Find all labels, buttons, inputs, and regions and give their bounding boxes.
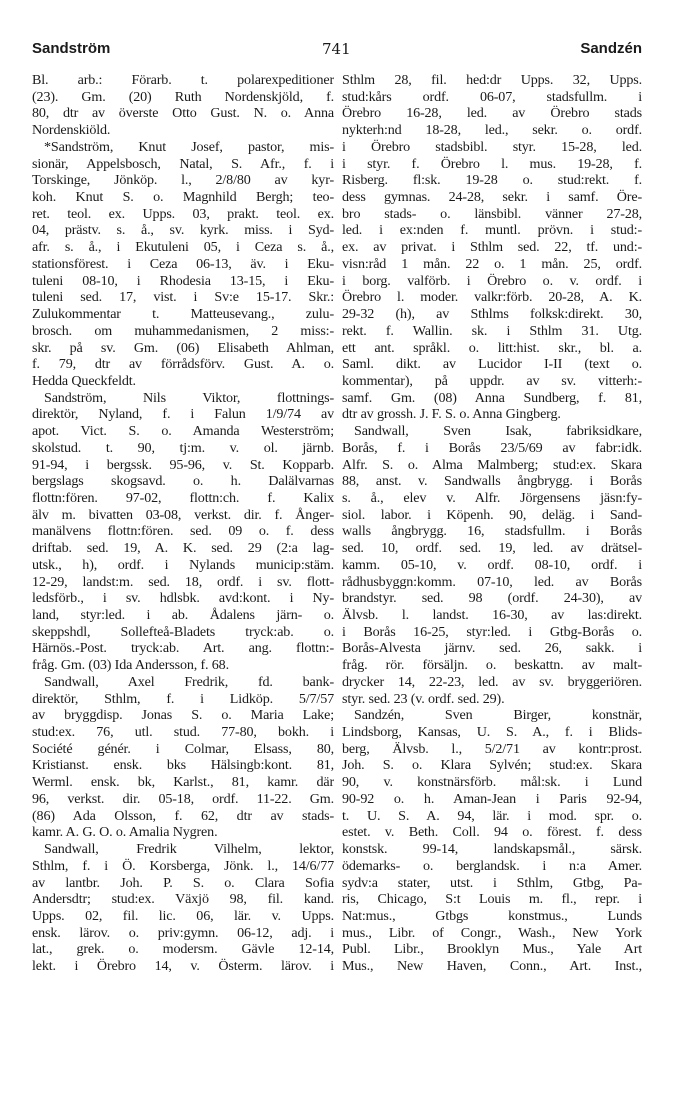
text-line: land, styr:led. i ab. Ådalens järn- o. bbox=[32, 607, 334, 623]
text-line: Nordenskiöld. bbox=[32, 122, 111, 139]
text-line: bergslags skogsavd. o. h. Dalälvarnas bbox=[32, 473, 334, 490]
text-line: Lindsborg, Kansas, U. S. A., f. i Blids- bbox=[342, 724, 642, 741]
text-line: Torskinge, Jönköp. l., 2/8/80 av kyr- bbox=[32, 172, 334, 189]
text-line: Sandwall, Sven Isak, fabriksidkare, bbox=[354, 423, 642, 440]
page-header bbox=[32, 40, 642, 62]
text-line: Sandwall, Fredrik Vilhelm, lektor, bbox=[44, 841, 334, 858]
text-line: manälvens flottn:fören. sed. 09 o. f. dess bbox=[32, 523, 334, 540]
text-line: skeppshdl, Sollefteå-Bladets tryck:ab. o. bbox=[32, 623, 334, 640]
text-line: estet. v. Beth. Coll. 94 o. förest. f. dess bbox=[342, 824, 642, 841]
text-line: kamm. 05-10, v. ordf. 08-10, ordf. i bbox=[342, 556, 642, 573]
text-line: Sandzén, Sven Birger, konstnär, bbox=[354, 707, 642, 724]
text-line: driftab. sed. 19, A. K. sed. 29 (2:a lag- bbox=[32, 540, 334, 557]
text-line: stud:ex. 76, utl. stud. 77-80, bokh. i bbox=[32, 724, 334, 741]
text-line: brandstyr. sed. 98 (ordf. 24-30), av bbox=[342, 590, 642, 607]
text-line: s. å., elev v. Alfr. Jörgensens jäsn:fy- bbox=[342, 489, 642, 506]
text-line: 96, verkst. dir. 05-18, ordf. 11-22. Gm. bbox=[32, 790, 334, 807]
text-line: afr. s. å., i Ekutuleni 05, i Ceza s. å., bbox=[32, 239, 334, 256]
text-line: 90, v. konstnärsförb. mål:sk. i Lund bbox=[342, 774, 642, 791]
text-line: sionär, Appelsbosch, Natal, S. Afr., f. i bbox=[32, 155, 334, 172]
text-line: Werml. ensk. bk, Karlst., 81, kamr. där bbox=[32, 774, 334, 791]
text-line: 90-92 o. h. Aman-Jean i Paris 92-94, bbox=[342, 790, 642, 807]
text-line: berg, Älvsb. l., 5/2/71 av kontr:prost. bbox=[342, 740, 642, 757]
text-line: samf. Gm. (08) Anna Sundberg, f. 81, bbox=[342, 389, 642, 406]
text-line: dess gymnas. 24-28, sekr. i samf. Öre- bbox=[342, 189, 642, 206]
text-line: fråg. Gm. (03) Ida Andersson, f. 68. bbox=[32, 657, 229, 674]
text-line: Alfr. S. o. Alma Malmberg; stud:ex. Skara bbox=[342, 456, 642, 473]
right-column bbox=[342, 72, 642, 975]
text-line: lekt. i Örebro 14, v. Österm. lärov. i bbox=[32, 958, 334, 975]
text-line: Örebro l. moder. valkr:förb. 20-28, A. K. bbox=[342, 289, 642, 306]
text-line: f. 79, dtr av förrådsförv. Gust. A. o. bbox=[32, 356, 334, 373]
text-line: älv m. bivatten 03-08, verkst. dir. f. Ånger- bbox=[32, 506, 334, 523]
text-line: i Borås 16-25, styr:led. i Gtbg-Borås o. bbox=[342, 623, 642, 640]
text-line: Borås-Alvesta järnv. sed. 26, sakk. i bbox=[342, 640, 642, 657]
text-line: ensk. lärov. o. priv:gymn. 06-12, adj. i bbox=[32, 924, 334, 941]
text-line: apot. Vict. S. o. Amanda Westerström; bbox=[32, 423, 334, 440]
text-line: i borg. valförb. i Örebro o. v. ordf. i bbox=[342, 272, 642, 289]
text-line: av lantbr. Joh. P. S. o. Clara Sofia bbox=[32, 874, 334, 891]
text-line: Sandwall, Axel Fredrik, fd. bank- bbox=[44, 673, 334, 690]
text-line: 12-29, landst:m. sed. 18, ordf. i sv. flott- bbox=[32, 573, 334, 590]
text-line: fråg. rör. försäljn. o. beskattn. av malt- bbox=[342, 657, 642, 674]
text-line: sed. 10, ordf. sed. 19, led. av drätsel- bbox=[342, 540, 642, 557]
text-line: direktör, Sthlm, f. i Lidköp. 5/7/57 bbox=[32, 690, 334, 707]
text-line: Sandström, Nils Viktor, flottnings- bbox=[44, 389, 334, 406]
text-line: Publ. Libr., Brooklyn Mus., Yale Art bbox=[342, 941, 642, 958]
text-line: Société génér. i Colmar, Elsass, 80, bbox=[32, 740, 334, 757]
left-column bbox=[32, 72, 334, 975]
text-line: direktör, Nyland, f. i Falun 1/9/74 av bbox=[32, 406, 334, 423]
text-line: rådhusbyggn:komm. 07-10, led. av Borås bbox=[342, 573, 642, 590]
text-line: Örebro 16-28, led. av Örebro stads bbox=[342, 105, 642, 122]
text-line: Nat:mus., Gtbgs konstmus., Lunds bbox=[342, 907, 642, 924]
text-line: ett ant. språkl. o. litt:hist. skr., bl. a. bbox=[342, 339, 642, 356]
page-number: 741 bbox=[322, 40, 351, 58]
text-line: tuleni sed. 17, vist. i Sv:e 15-17. Skr.: bbox=[32, 289, 334, 306]
header-right-entry: Sandzén bbox=[580, 40, 642, 57]
text-line: Joh. S. o. Klara Sylvén; stud:ex. Skara bbox=[342, 757, 642, 774]
text-line: ödemarks- o. berglandsk. i n:a Amer. bbox=[342, 857, 642, 874]
text-line: rekt. f. Wallin. sk. i Sthlm 31. Utg. bbox=[342, 322, 642, 339]
header-left-entry: Sandström bbox=[32, 40, 111, 57]
text-line: led. i ex:nden f. muntl. prövn. i stud:- bbox=[342, 222, 642, 239]
text-line: tuleni 08-10, i Rhodesia 13-15, i Eku- bbox=[32, 272, 334, 289]
text-line: visn:råd 1 mån. 22 o. 1 mån. 25, ordf. bbox=[342, 255, 642, 272]
text-line: ledsförb., i sv. hdlsbk. avd:kont. i Ny- bbox=[32, 590, 334, 607]
text-line: walls ångbrygg. 16, stadsfullm. i Borås bbox=[342, 523, 642, 540]
text-line: utsk., h), ordf. i Nylands municip:stäm. bbox=[32, 556, 334, 573]
text-line: styr. sed. 23 (v. ordf. sed. 29). bbox=[342, 690, 505, 707]
text-line: Hedda Queckfeldt. bbox=[32, 372, 136, 389]
text-line: kommentar), på uppdr. av sv. vitterh:- bbox=[342, 372, 642, 389]
text-line: ex. av privat. i Sthlm sed. 22, tf. und:- bbox=[342, 239, 642, 256]
text-line: sydv:a stater, utst. i Sthlm, Gtbg, Pa- bbox=[342, 874, 642, 891]
text-line: nykterh:nd 18-28, led., sekr. o. ordf. bbox=[342, 122, 642, 139]
text-line: t. U. S. A. 94, lär. i mod. spr. o. bbox=[342, 807, 642, 824]
text-line: (23). Gm. (20) Ruth Nordenskjöld, f. bbox=[32, 88, 334, 105]
text-line: 88, anst. v. Sandwalls ångbrygg. i Borås bbox=[342, 473, 642, 490]
text-line: (86) Ada Olsson, f. 62, dtr av stads- bbox=[32, 807, 334, 824]
text-line: lat., grek. o. modersm. Gävle 12-14, bbox=[32, 941, 334, 958]
text-line: 04, prästv. s. å., sv. kyrk. miss. i Syd- bbox=[32, 222, 334, 239]
text-line: Bl. arb.: Förarb. t. polarexpeditioner bbox=[32, 72, 334, 88]
text-line: Borås, f. i Borås 23/5/69 av fabr:idk. bbox=[342, 439, 642, 456]
text-line: dtr av grossh. J. F. S. o. Anna Gingberg. bbox=[342, 406, 561, 423]
text-line: Zulukommentar t. Matteusevang., zulu- bbox=[32, 306, 334, 323]
text-line: flottn:fören. 97-02, flottn:ch. f. Kalix bbox=[32, 489, 334, 506]
text-line: 80, dtr av överste Otto Gust. N. o. Anna bbox=[32, 105, 334, 122]
text-line: Upps. 02, fil. lic. 06, lär. v. Upps. bbox=[32, 907, 334, 924]
text-line: konstsk. 99-14, landskapsmål., särsk. bbox=[342, 841, 642, 858]
text-line: Härnös.-Post. tryck:ab. Art. ang. flottn:- bbox=[32, 640, 334, 657]
text-line: brosch. om muhammedanismen, 2 miss:- bbox=[32, 322, 334, 339]
text-line: *Sandström, Knut Josef, pastor, mis- bbox=[44, 138, 334, 155]
text-line: ris, Chicago, S:t Louis m. fl., repr. i bbox=[342, 891, 642, 908]
text-line: mus., Libr. of Congr., Wash., New York bbox=[342, 924, 642, 941]
text-line: Mus., New Haven, Conn., Art. Inst., bbox=[342, 958, 642, 975]
text-line: stationsförest. i Ceza 06-13, äv. i Eku- bbox=[32, 255, 334, 272]
text-line: siol. labor. i Köpenh. 90, deläg. i Sand- bbox=[342, 506, 642, 523]
text-line: kamr. A. G. O. o. Amalia Nygren. bbox=[32, 824, 218, 841]
text-line: av bryggdisp. Jonas S. o. Maria Lake; bbox=[32, 707, 334, 724]
text-line: skr. på sv. Gm. (06) Elisabeth Ahlman, bbox=[32, 339, 334, 356]
text-line: Risberg. fl:sk. 19-28 o. stud:rekt. f. bbox=[342, 172, 642, 189]
text-line: koh. Knut S. o. Magnhild Bergh; teo- bbox=[32, 189, 334, 206]
text-line: bro stads- o. länsbibl. vänner 27-28, bbox=[342, 205, 642, 222]
text-line: 91-94, i bergssk. 95-96, v. St. Kopparb. bbox=[32, 456, 334, 473]
text-line: 29-32 (h), av Sthlms folksk:direkt. 30, bbox=[342, 306, 642, 323]
text-line: i styr. f. Örebro l. mus. 19-28, f. bbox=[342, 155, 642, 172]
text-line: i Örebro stadsbibl. styr. 15-28, led. bbox=[342, 138, 642, 155]
text-line: Andersdtr; stud:ex. Växjö 98, fil. kand. bbox=[32, 891, 334, 908]
text-line: drycker 14, 22-23, led. av sv. bryggeriören. bbox=[342, 673, 642, 690]
text-line: ret. teol. ex. Upps. 03, prakt. teol. ex. bbox=[32, 205, 334, 222]
text-line: stud:kårs ordf. 06-07, stadsfullm. i bbox=[342, 88, 642, 105]
text-line: Saml. dikt. av Lucidor I-II (text o. bbox=[342, 356, 642, 373]
text-line: Sthlm 28, fil. hed:dr Upps. 32, Upps. bbox=[342, 72, 642, 88]
text-line: skolstud. t. 90, tj:m. v. ol. järnb. bbox=[32, 439, 334, 456]
text-line: Sthlm, f. i Ö. Korsberga, Jönk. l., 14/6/77 bbox=[32, 857, 334, 874]
text-line: Kristianst. ensk. bks Hälsingb:kont. 81, bbox=[32, 757, 334, 774]
text-line: Älvsb. l. landst. 16-30, av las:direkt. bbox=[342, 607, 642, 623]
